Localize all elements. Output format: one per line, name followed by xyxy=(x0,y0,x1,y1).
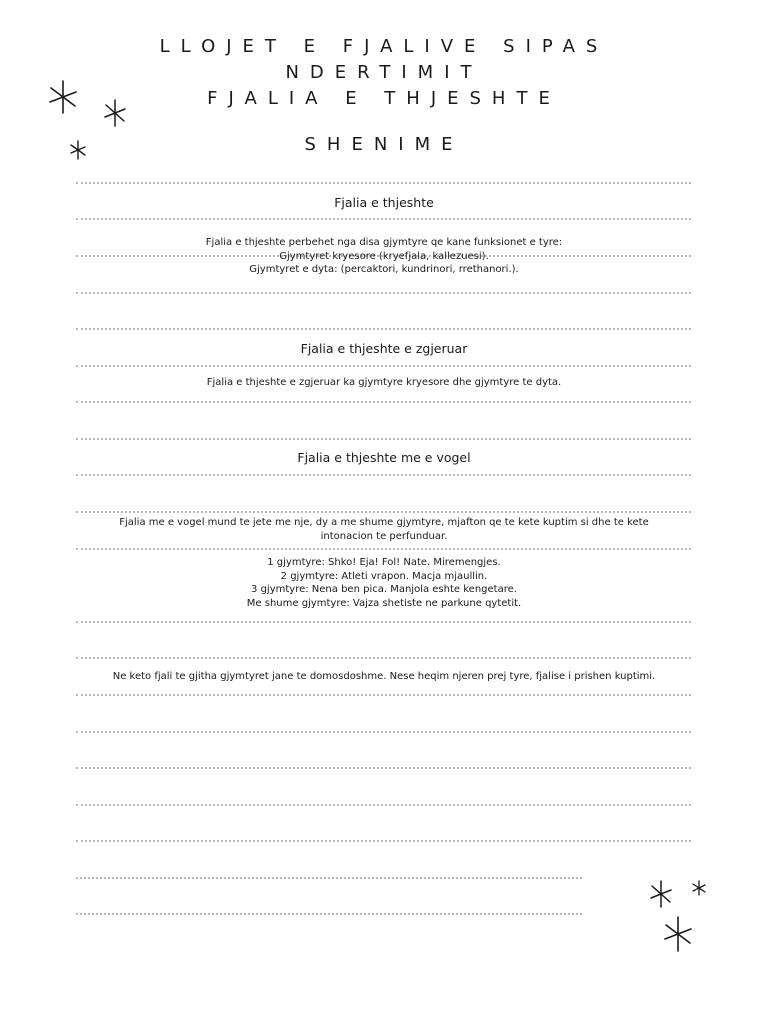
ruled-line xyxy=(76,804,691,806)
text-line: Gjymtyret e dyta: (percaktori, kundrinori, rrethanori.). xyxy=(249,264,519,275)
sparkle-icon xyxy=(104,99,126,127)
section-body-extended-sentence xyxy=(100,376,668,390)
example-line: 2 gjymtyre: Atleti vrapon. Macja mjaullin. xyxy=(280,570,488,582)
example-line: 3 gjymtyre: Nena ben pica. Manjola eshte kengetare. xyxy=(251,584,517,595)
section-intro-smallest-sentence xyxy=(100,516,668,543)
ruled-line xyxy=(76,292,691,294)
ruled-line xyxy=(76,657,691,659)
section-heading-simple-sentence: Fjalia e thjeshte xyxy=(334,195,434,210)
notes-subtitle: SHENIME xyxy=(304,134,464,155)
sparkle-icon xyxy=(692,880,706,896)
ruled-line xyxy=(76,474,691,476)
sparkle-icon xyxy=(664,916,692,952)
sparkle-icon xyxy=(650,880,672,908)
page-title-line-3: FJALIA E THJESHTE xyxy=(207,88,561,109)
ruled-line xyxy=(76,548,691,550)
ruled-line xyxy=(76,621,691,623)
ruled-line xyxy=(76,840,691,842)
example-line: 1 gjymtyre: Shko! Eja! Fol! Nate. Miremengjes. xyxy=(267,557,501,568)
section-body-simple-sentence xyxy=(100,236,668,277)
text-line: Gjymtyret kryesore (kryefjala, kallezuesi). xyxy=(279,250,489,262)
ruled-line xyxy=(76,511,691,513)
ruled-line xyxy=(76,731,691,733)
sparkle-icon xyxy=(48,80,78,114)
text-line: Fjalia e thjeshte e zgjeruar ka gjymtyre kryesore dhe gjymtyre te dyta. xyxy=(206,377,562,388)
ruled-line xyxy=(76,182,691,184)
sparkle-icon xyxy=(70,140,86,160)
ruled-line xyxy=(76,328,691,330)
ruled-line xyxy=(76,365,691,367)
page-title-line-2: NDERTIMIT xyxy=(285,62,483,83)
ruled-line xyxy=(76,877,582,879)
ruled-line xyxy=(76,913,582,915)
section-heading-extended-sentence: Fjalia e thjeshte e zgjeruar xyxy=(300,341,468,356)
text-paragraph: Fjalia me e vogel mund te jete me nje, dy a me shume gjymtyre, mjafton qe te kete kuptim si dhe te kete intonacion te perfunduar. xyxy=(119,517,649,542)
section-examples-smallest-sentence xyxy=(100,556,668,610)
closing-note xyxy=(84,670,684,684)
section-heading-smallest-sentence: Fjalia e thjeshte me e vogel xyxy=(297,450,471,465)
ruled-line xyxy=(76,694,691,696)
ruled-line xyxy=(76,767,691,769)
example-line: Me shume gjymtyre: Vajza shetiste ne parkune qytetit. xyxy=(246,597,522,609)
ruled-line xyxy=(76,401,691,403)
page-title-line-1: LLOJET E FJALIVE SIPAS xyxy=(159,36,609,57)
text-line: Ne keto fjali te gjitha gjymtyret jane te domosdoshme. Nese heqim njeren prej tyre, fjalise i prishen kuptimi. xyxy=(112,671,656,682)
ruled-line xyxy=(76,218,691,220)
ruled-line xyxy=(76,438,691,440)
text-line: Fjalia e thjeshte perbehet nga disa gjymtyre qe kane funksionet e tyre: xyxy=(205,237,563,248)
